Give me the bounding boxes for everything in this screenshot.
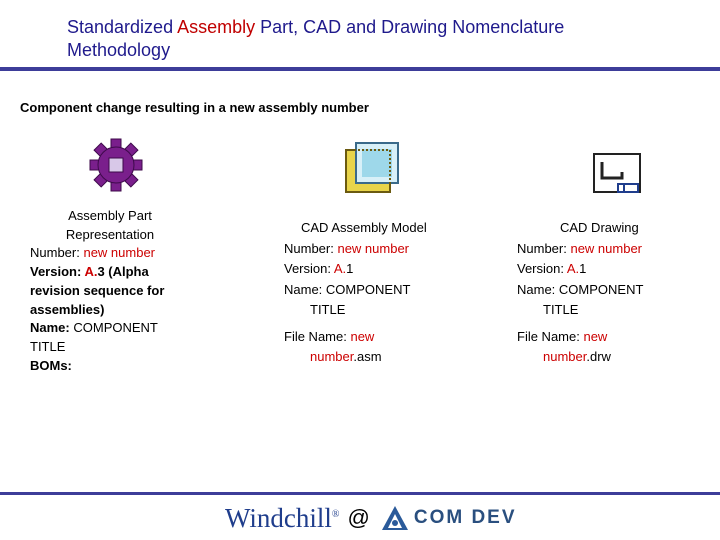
title-highlight: Assembly — [177, 17, 256, 37]
drawing-filename-value: new — [583, 328, 608, 344]
cad-filename-ext: .asm — [353, 349, 382, 364]
part-version-value: A. — [84, 264, 98, 280]
slide-subtitle: Component change resulting in a new assembly number — [20, 100, 369, 115]
drawing-version-label: Version: — [517, 261, 567, 276]
part-version-suffix: 3 (Alpha revision sequence for assemblies) — [30, 264, 165, 317]
cad-heading: CAD Assembly Model — [301, 220, 427, 235]
drawing-name-value-2: TITLE — [543, 302, 579, 317]
cad-version-label: Version: — [284, 261, 334, 276]
at-symbol: @ — [347, 505, 370, 530]
cad-filename-value: new — [350, 328, 375, 344]
part-heading: Assembly Part Representation — [65, 208, 155, 242]
cad-filename-line-2 — [284, 347, 484, 368]
drawing-version-value: A. — [566, 261, 580, 276]
cad-number-value: new number — [337, 240, 410, 256]
cad-number-line — [284, 239, 484, 260]
cad-name-value: COMPONENT — [325, 281, 411, 297]
title-text-1: Standardized — [67, 17, 178, 37]
bottom-divider — [0, 492, 720, 495]
footer-logos — [225, 498, 517, 538]
part-number-value: new number — [83, 245, 156, 261]
assembly-part-column — [30, 207, 190, 375]
cad-name-label: Name: — [284, 281, 326, 297]
drawing-icon — [592, 152, 642, 194]
comdev-text: COM DEV — [413, 507, 517, 528]
drawing-heading: CAD Drawing — [560, 220, 639, 235]
cad-filename-value-2: number — [310, 349, 354, 364]
part-number-label: Number: — [30, 245, 84, 261]
part-boms-label: BOMs: — [30, 357, 72, 373]
part-version-line — [30, 263, 190, 319]
drawing-filename-label: File Name: — [517, 328, 584, 344]
part-name-label: Name: — [30, 320, 74, 336]
drawing-filename-line — [517, 327, 697, 348]
cad-version-value: A. — [333, 261, 347, 276]
drawing-filename-ext: .drw — [586, 349, 611, 364]
part-number-line — [30, 244, 190, 263]
cad-assembly-column — [284, 218, 484, 368]
drawing-number-value: new number — [570, 240, 643, 256]
drawing-version-line — [517, 259, 697, 280]
title-text-2: Part, CAD and Drawing Nomenclature Methodology — [67, 17, 565, 60]
drawing-name-value: COMPONENT — [558, 281, 644, 297]
page-title — [67, 16, 667, 62]
drawing-number-line — [517, 239, 697, 260]
top-divider — [0, 67, 720, 71]
cad-number-label: Number: — [284, 240, 338, 256]
drawing-name-label: Name: — [517, 281, 559, 297]
cad-filename-line — [284, 327, 484, 348]
assembly-model-icon — [342, 140, 402, 195]
comdev-logo-icon — [380, 504, 410, 532]
drawing-name-line — [517, 280, 697, 301]
drawing-number-label: Number: — [517, 240, 571, 256]
cad-version-line — [284, 259, 484, 280]
cad-filename-label: File Name: — [284, 328, 351, 344]
registered-mark: ® — [331, 508, 340, 520]
gear-icon — [88, 137, 144, 193]
cad-drawing-column — [517, 218, 697, 368]
cad-name-line — [284, 280, 484, 301]
cad-version-suffix: 1 — [346, 261, 354, 276]
part-name-value: COMPONENT TITLE — [30, 320, 158, 354]
windchill-logo — [225, 503, 340, 534]
drawing-version-suffix: 1 — [579, 261, 587, 276]
windchill-text: Windchill — [225, 502, 332, 533]
part-name-line — [30, 319, 190, 356]
drawing-filename-line-2 — [517, 347, 697, 368]
drawing-filename-value-2: number — [543, 349, 587, 364]
cad-name-value-2: TITLE — [310, 302, 346, 317]
part-version-label: Version: — [30, 264, 85, 280]
